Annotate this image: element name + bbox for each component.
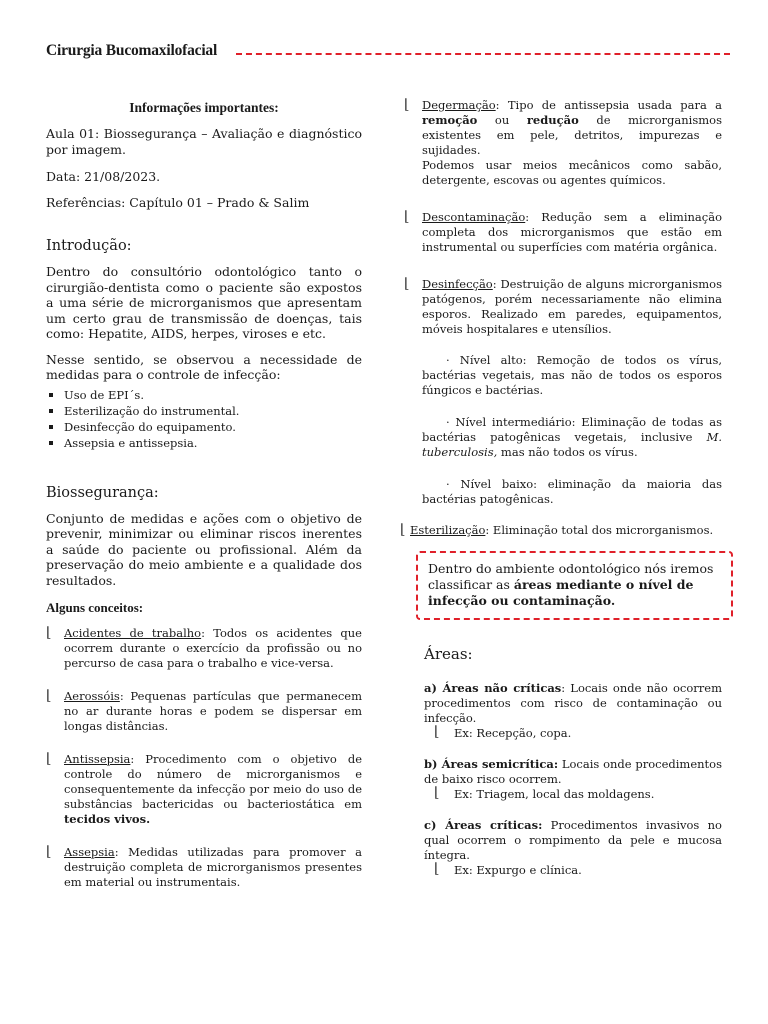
corner-mark-icon: ⌊	[404, 97, 410, 113]
def-antissepsia: ⌊ Antissepsia: Procedimento com o objetivo de controle do número de microrganismos e consequentemente da infecção por meio do uso de substâncias bactericidas ou bacteriostática em tecidos vivos.	[46, 751, 362, 826]
degermacao-extra: Podemos usar meios mecânicos como sabão, detergente, escovas ou agentes químicos.	[422, 158, 722, 187]
area-b: b) Áreas semicrítica: Locais onde procedimentos de baixo risco ocorrem.	[424, 757, 722, 786]
aula-text: Biossegurança – Avaliação e diagnóstico por imagem.	[46, 126, 362, 157]
areas-title: Áreas:	[424, 645, 473, 663]
right-column	[400, 97, 722, 538]
def-desinfeccao: ⌊ Desinfecção: Destruição de alguns microrganismos patógenos, porém necessariamente não elimina esporos. Realizado em paredes, equipamentos, móveis hospitalares e utensílios.	[404, 276, 722, 336]
info-heading: Informações importantes:	[129, 100, 279, 115]
def-term: Antissepsia	[64, 752, 131, 766]
intro-paragraph-1: Dentro do consultório odontológico tanto o cirurgião-dentista como o paciente são expostos a uma série de microrganismos que apresentam um certo grau de transmissão de doenças, tais como: Hepatite, AIDS, herpes, viroses e etc.	[46, 264, 362, 341]
def-term: Assepsia	[64, 845, 115, 859]
page-header	[46, 42, 730, 66]
list-item: Assepsia e antissepsia.	[46, 435, 362, 451]
def-assepsia: ⌊ Assepsia: Medidas utilizadas para promover a destruição completa de microrganismos presentes em material ou instrumentais.	[46, 844, 362, 889]
corner-mark-icon: ⌊	[46, 751, 52, 767]
level-high: · Nível alto: Remoção de todos os vírus, bactérias vegetais, mas não de todos os esporos fúngicos e bactérias.	[422, 353, 722, 397]
corner-mark-icon: ⌊	[404, 209, 410, 225]
corner-mark-icon: ⌊	[434, 724, 440, 740]
corner-mark-icon: ⌊	[434, 861, 440, 877]
area-a-example: ⌊ Ex: Recepção, copa.	[434, 724, 572, 740]
intro-title: Introdução:	[46, 238, 132, 254]
bio-paragraph: Conjunto de medidas e ações com o objetivo de prevenir, minimizar ou eliminar riscos inerentes a saúde do paciente ou profissional. Além da preservação do meio ambiente e a qualidade dos resultados.	[46, 510, 362, 588]
corner-mark-icon: ⌊	[400, 522, 406, 538]
def-acidentes: ⌊ Acidentes de trabalho: Todos os acidentes que ocorrem durante o exercício da profissão ou no percurso de casa para o trabalho e vice-versa.	[46, 625, 362, 670]
area-term: Áreas críticas:	[445, 818, 543, 832]
area-a: a) Áreas não críticas: Locais onde não ocorrem procedimentos com risco de contaminação ou infecção.	[424, 681, 722, 725]
bio-title: Biossegurança:	[46, 484, 159, 501]
corner-mark-icon: ⌊	[434, 785, 440, 801]
area-b-example: ⌊ Ex: Triagem, local das moldagens.	[434, 785, 655, 801]
area-c-example: ⌊ Ex: Expurgo e clínica.	[434, 861, 582, 877]
def-term: Degermação	[422, 98, 496, 112]
date-line: Data: 21/08/2023.	[46, 169, 161, 184]
intro-paragraph-2: Nesse sentido, se observou a necessidade de medidas para o controle de infecção:	[46, 351, 362, 382]
areas-callout-box: Dentro do ambiente odontológico nós iremos classificar as áreas mediante o nível de infecção ou contaminação.	[416, 551, 733, 620]
level-intermediate: · Nível intermediário: Eliminação de todas as bactérias patogênicas vegetais, inclusive M. tuberculosis, mas não todos os vírus.	[422, 415, 722, 459]
corner-mark-icon: ⌊	[46, 844, 52, 860]
header-dashed-line	[236, 53, 730, 55]
def-term: Aerossóis	[64, 689, 120, 703]
control-measures-list	[46, 387, 362, 451]
corner-mark-icon: ⌊	[46, 625, 52, 641]
refs-line: Referências: Capítulo 01 – Prado & Salim	[46, 194, 310, 210]
level-low: · Nível baixo: eliminação da maioria das bactérias patogênicas.	[422, 477, 722, 506]
aula-label: Aula 01:	[46, 126, 100, 141]
list-item: Uso de EPI´s.	[46, 387, 362, 403]
list-item: Desinfecção do equipamento.	[46, 419, 362, 435]
aula-line	[46, 126, 362, 157]
def-term: Esterilização	[410, 523, 486, 537]
def-term: Acidentes de trabalho	[64, 626, 202, 640]
corner-mark-icon: ⌊	[404, 276, 410, 292]
def-degermacao: ⌊ Degermação: Tipo de antissepsia usada para a remoção ou redução de microrganismos existentes em pele, detritos, impurezas e sujidades. Podemos usar meios mecânicos como sabão, detergente, escovas ou agentes químicos.	[404, 97, 722, 187]
page-title: Cirurgia Bucomaxilofacial	[46, 42, 218, 59]
areas-section	[424, 645, 722, 878]
def-term: Desinfecção	[422, 277, 493, 291]
def-esterilizacao: ⌊ Esterilização: Eliminação total dos microrganismos.	[400, 522, 714, 538]
def-descontaminacao: ⌊ Descontaminação: Redução sem a eliminação completa dos microrganismos que estão em instrumental ou superfícies com matéria orgânica.	[404, 209, 722, 254]
levels-group	[404, 353, 722, 507]
area-term: Áreas não críticas	[442, 681, 562, 695]
left-column	[46, 98, 362, 890]
list-item: Esterilização do instrumental.	[46, 403, 362, 419]
corner-mark-icon: ⌊	[46, 688, 52, 704]
area-term: Áreas semicrítica:	[441, 757, 559, 771]
concepts-title: Alguns conceitos:	[46, 600, 144, 615]
area-c: c) Áreas críticas: Procedimentos invasivos no qual ocorrem o rompimento da pele e mucosa íntegra.	[424, 818, 722, 862]
def-aerossois: ⌊ Aerossóis: Pequenas partículas que permanecem no ar durante horas e podem se dispersar em longas distâncias.	[46, 688, 362, 733]
def-term: Descontaminação	[422, 210, 526, 224]
